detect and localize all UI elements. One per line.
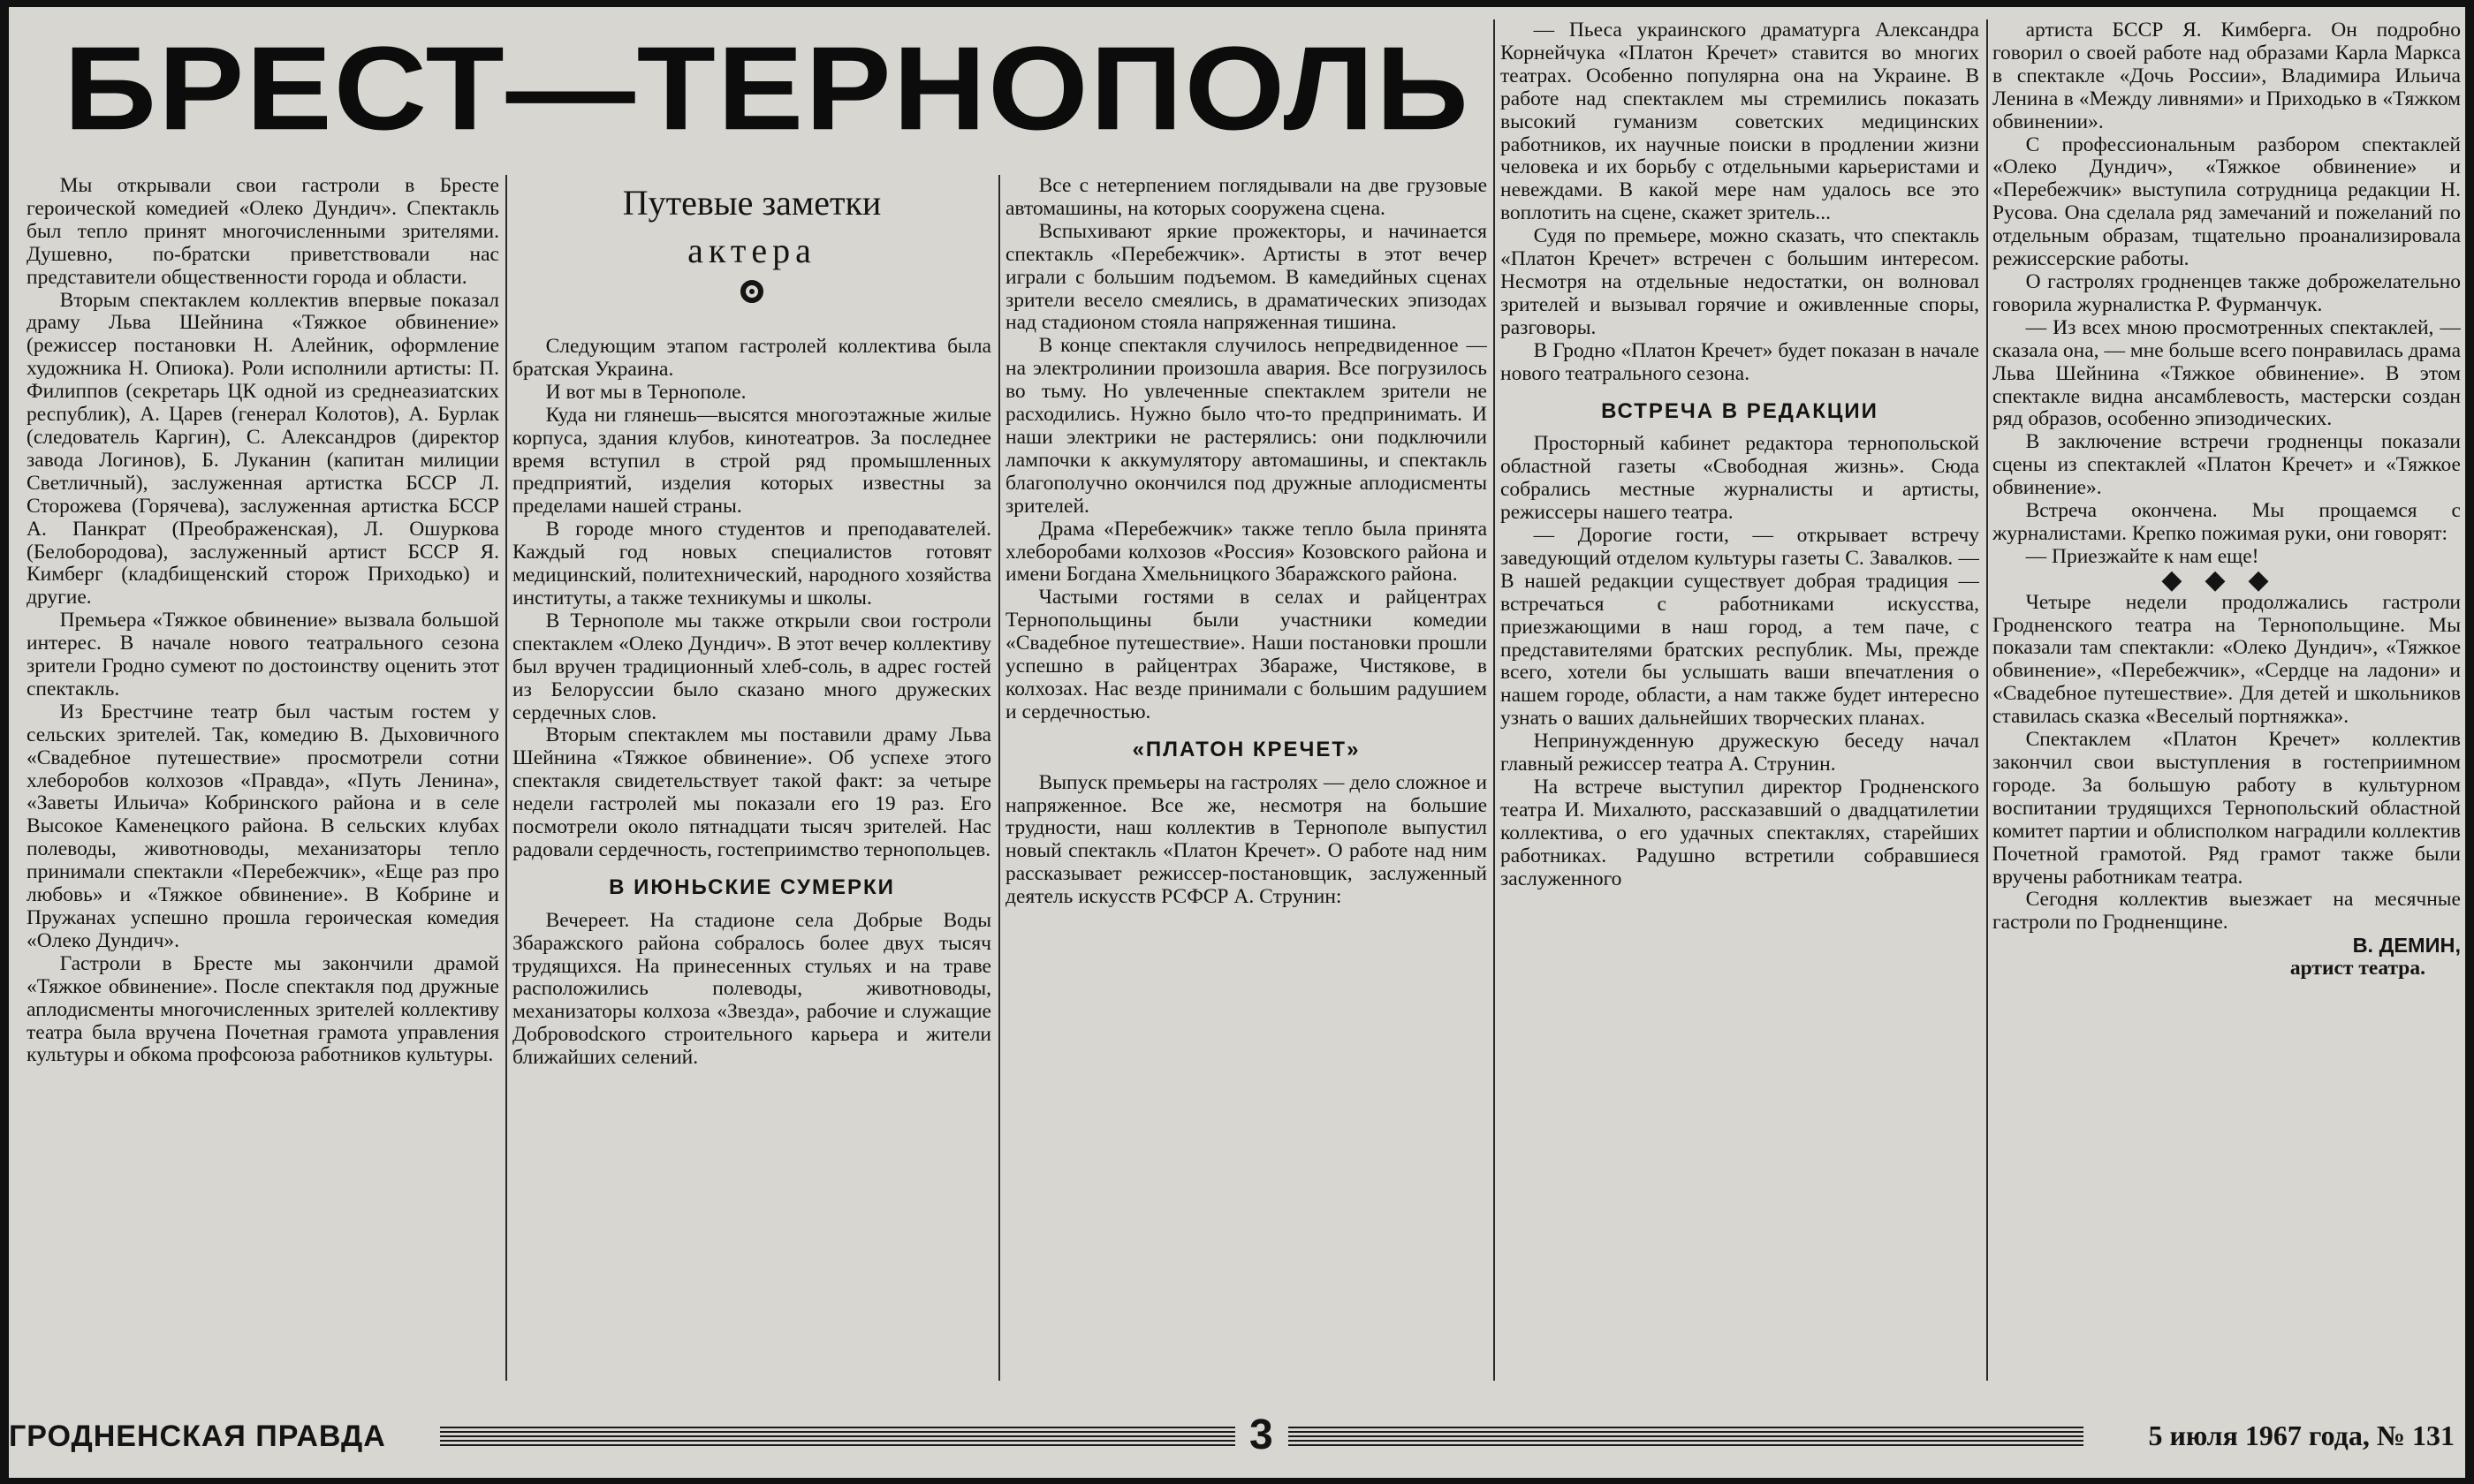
column-4 [1500, 19, 1979, 1381]
separator-diamonds-icon: ◆◆◆ [2161, 564, 2292, 594]
column-rule [998, 175, 1000, 1381]
column-5 [1992, 19, 2461, 1381]
paragraph: Сегодня коллектив выезжает на месячные гастроли по Гродненщине. [1992, 888, 2461, 935]
paragraph: Частыми гостями в селах и райцентрах Тернопольщины были участники комедии «Свадебное путешествие». Наши постановки прошли успешно в райцентрах Збараже, Чистякове, в колхозах. Нас везде принимали с большим радушием и сердечностью. [1006, 586, 1487, 723]
column-rule [1493, 19, 1495, 1381]
paragraph: — Пьеса украинского драматурга Александра Корнейчука «Платон Кречет» ставится во многих театрах. Особенно популярна она на Украине. В работе над спектаклем мы стремились показать высокий гуманизм советских медицинских работников, их научные поиски в продлении жизни человека и их борьбу с отдельными карьеристами и невеждами. В какой мере нам удалось все это воплотить на сцене, скажет зритель... [1500, 19, 1979, 225]
paragraph: Непринужденную дружескую беседу начал главный режиссер театра А. Струнин. [1500, 730, 1979, 776]
paragraph: Вечереет. На стадионе села Добрые Воды Збаражского района собралось более двух тысяч трудящихся. На принесенных стульях и на траве расположились полеводы, животноводы, механизаторы колхоза «Звезда», рабочие и служащие Добровodского строительного карьера и жители ближайших селений. [512, 908, 991, 1070]
section-heading: ВСТРЕЧА В РЕДАКЦИИ [1601, 398, 1878, 423]
paragraph: Выпуск премьеры на гастролях — дело сложное и напряженное. Все же, несмотря на большие трудности, наш коллектив в Тернополе выпустил новый спектакль «Платон Кречет». О работе над ним рассказывает режиссер-постановщик, заслуженный деятель искусств РСФСР А. Струнин: [1006, 770, 1487, 909]
page-number: 3 [1249, 1412, 1273, 1458]
paragraph: Вторым спектаклем коллектив впервые показал драму Льва Шейнина «Тяжкое обвинение» (режиссер постановки Н. Алейник, оформление художника Н. Опиока). Роли исполнили артисты: П. Филиппов (секретарь ЦК одной из среднеазиатских республик), А. Царев (генерал Колотов), А. Бурлак (следователь Каргин), С. Александров (директор завода Логинов), Б. Луканин (капитан милиции Светличный), заслуженная артистка БССР Л. Сторожева (Горячева), заслуженная артистка БССР А. Панкрат (Преображенская), Л. Ошуркова (Белобородова), заслуженный артист БССР Я. Кимберг (кладбищенский сторож Приходько) и другие. [27, 288, 499, 610]
paragraph: Премьера «Тяжкое обвинение» вызвала большой интерес. В начале нового театрального сезона зрители Гродно сумеют по достоинству оценить этот спектакль. [27, 609, 499, 700]
paragraph: На встрече выступил директор Гродненского театра И. Михалюто, рассказавший о двадцатилетии коллектива, о его удачных спектаклях, старейших работниках. Радушно встретили собравшиеся заслуженного [1500, 776, 1979, 890]
author-signature: В. ДЕМИН, [2352, 934, 2461, 958]
column-3 [1006, 175, 1487, 1381]
paragraph: — Из всех мною просмотренных спектаклей, — сказала она, — мне больше всего понравилась драма Льва Шейнина «Тяжкое обвинение». В этом спектакле видна ансамблевость, мастерски создан ряд образов, особенно эпизодических. [1992, 315, 2461, 431]
paragraph: И вот мы в Тернополе. [545, 380, 747, 404]
paragraph: С профессиональным разбором спектаклей «Олеко Дундич», «Тяжкое обвинение» и «Перебежчик» выступила сотрудница редакции Н. Русова. Она сделала ряд замечаний и пожеланий по отдельным образам, тщательно проанализировала режиссерские работы. [1992, 132, 2461, 271]
paragraph: Гастроли в Бресте мы закончили драмой «Тяжкое обвинение». После спектакля под дружные аплодисменты многочисленных зрителей коллективу театра была вручена Почетная грамота управления культуры и обкома профсоюза работников культуры. [27, 951, 499, 1067]
paragraph: В Тернополе мы также открыли свои гостроли спектаклем «Олеко Дундич». В этот вечер коллективу был вручен традиционный хлеб-соль, в адрес гостей из Белоруссии было сказано много дружеских сердечных слов. [512, 609, 991, 724]
paragraph: Вторым спектаклем мы поставили драму Льва Шейнина «Тяжкое обвинение». Об успехе этого спектакля свидетельствует такой факт: за четыре недели гастролей мы показали его 19 раз. Его посмотрели около пятнадцати тысяч зрителей. Нас радовали сердечность, гостеприимство тернопольцев. [512, 723, 991, 861]
paragraph: Куда ни глянешь—высятся многоэтажные жилые корпуса, здания клубов, кинотеатров. За последнее время вступил в строй ряд промышленных предприятий, изделия которых известны за пределами нашей страны. [512, 403, 991, 519]
column-2 [512, 336, 991, 1381]
paragraph: — Приезжайте к нам еще! [2025, 544, 2259, 568]
rubric-line-1: Путевые заметки [622, 183, 882, 223]
paragraph: В конце спектакля случилось непредвиденное — на электролинии произошла авария. Все погрузилось во тьму. Но увлеченные спектаклем зрители не расходились. Нужно было что-то предпринимать. И наши электрики не растерялись: они подключили лампочки к аккумулятору автомашины, и спектакль благополучно окончился под дружные аплодисменты зрителей. [1006, 334, 1487, 518]
author-role: артист театра. [2289, 957, 2425, 980]
section-heading: «ПЛАТОН КРЕЧЕТ» [1132, 737, 1361, 761]
column-1 [27, 175, 499, 1381]
paragraph: Из Брестчине театр был частым гостем у сельских зрителей. Так, комедию В. Дыховичного «Свадебное путешествие» просмотрели сотни хлеборобов колхозов «Правда», «Путь Ленина», «Заветы Ильича» Кобринского района и в селе Высокое Каменецкого района. В сельских клубах полеводы, животноводы, механизаторы тепло принимали спектакли «Перебежчик», «Еще раз про любовь» и «Тяжкое обвинение». В Кобрине и Пружанах успешно прошла героическая комедия «Олеко Дундич». [27, 700, 499, 952]
paragraph: Спектаклем «Платон Кречет» коллектив закончил свои выступления в гостеприимном городе. За большую работу в культурном воспитании трудящихся Тернопольский областной комитет партии и облисполком наградили коллектив Почетной грамотой. Ряд грамот также были вручены работникам театра. [1992, 728, 2461, 889]
paragraph: Следующим этапом гастролей коллектива была братская Украина. [512, 336, 991, 381]
issue-date: 5 июля 1967 года, № 131 [2148, 1420, 2455, 1451]
headline: БРЕСТ—ТЕРНОПОЛЬ [64, 21, 1470, 155]
paragraph: О гастролях гродненцев также доброжелательно говорила журналистка Р. Фурманчук. [1992, 269, 2461, 316]
paragraph: Мы открывали свои гастроли в Бресте героической комедией «Олеко Дундич». Спектакль был тепло принят многочисленными зрителями. Душевно, по-братски приветствовали нас представители общественности города и области. [27, 175, 499, 289]
paragraph: — Дорогие гости, — открывает встречу заведующий отделом культуры газеты С. Завалков. — В нашей редакции существует добрая традиция — встречаться с работниками искусства, приезжающими в наш город, а тем паче, с представителями братских республик. Мы, прежде всего, хотели бы услышать ваши впечатления о нашем городе, области, а нам также будет интересно узнать о ваших дальнейших творческих планах. [1500, 524, 1979, 731]
page-footer [9, 1412, 2465, 1462]
column-rule [1986, 19, 1988, 1381]
rubric-line-2: актера [687, 231, 816, 270]
paragraph: Все с нетерпением поглядывали на две грузовые автомашины, на которых сооружена сцена. [1006, 175, 1487, 220]
paragraph: В Гродно «Платон Кречет» будет показан в начале нового театрального сезона. [1500, 338, 1979, 385]
paragraph: Вспыхивают яркие прожекторы, и начинается спектакль «Перебежчик». Артисты в этот вечер играли с большим подъемом. В камедийных сценах зрители весело смеялись, в драматических эпизодах над стадионом стояла напряженная тишина. [1006, 219, 1487, 335]
paragraph: В заключение встречи гродненцы показали сцены из спектаклей «Платон Кречет» и «Тяжкое обвинение». [1992, 430, 2461, 500]
newspaper-page [9, 7, 2465, 1478]
paragraph: Судя по премьере, можно сказать, что спектакль «Платон Кречет» встречен с большим интересом. Несмотря на отдельные недостатки, он волновал зрителей и вызывал горячие и оживленные споры, разговоры. [1500, 224, 1979, 339]
ornament-icon [740, 280, 763, 303]
footer-hatch-rule [1288, 1427, 2083, 1448]
section-heading: В ИЮНЬСКИЕ СУМЕРКИ [609, 874, 895, 899]
newspaper-name: ГРОДНЕНСКАЯ ПРАВДА [9, 1420, 386, 1453]
footer-hatch-rule [440, 1427, 1235, 1448]
paragraph: артиста БССР Я. Кимберга. Он подробно говорил о своей работе над образами Карла Маркса в спектакле «Дочь России», Владимира Ильича Ленина в «Между ливнями» и Приходько в «Тяжком обвинении». [1992, 19, 2461, 133]
paragraph: Просторный кабинет редактора тернопольской областной газеты «Свободная жизнь». Сюда собрались местные журналисты и артисты, режиссеры нашего театра. [1500, 432, 1979, 525]
paragraph: Драма «Перебежчик» также тепло была принята хлеборобами колхозов «Россия» Козовского района и имени Богдана Хмельницкого Збаражского района. [1006, 517, 1487, 587]
rubric [512, 179, 991, 329]
column-rule [505, 175, 507, 1381]
paragraph: Четыре недели продолжались гастроли Гродненского театра на Тернопольщине. Мы показали там спектакли: «Олеко Дундич», «Тяжкое обвинение», «Перебежчик», «Сердце на ладони» и «Свадебное путешествие». Для детей и школьников ставилась сказка «Веселый портняжка». [1992, 590, 2461, 729]
paragraph: Встреча окончена. Мы прощаемся с журналистами. Крепко пожимая руки, они говорят: [1992, 499, 2461, 545]
paragraph: В городе много студентов и преподавателей. Каждый год новых специалистов готовят медицинский, политехнический, народного хозяйства институты, а также техникумы и школы. [512, 518, 991, 610]
